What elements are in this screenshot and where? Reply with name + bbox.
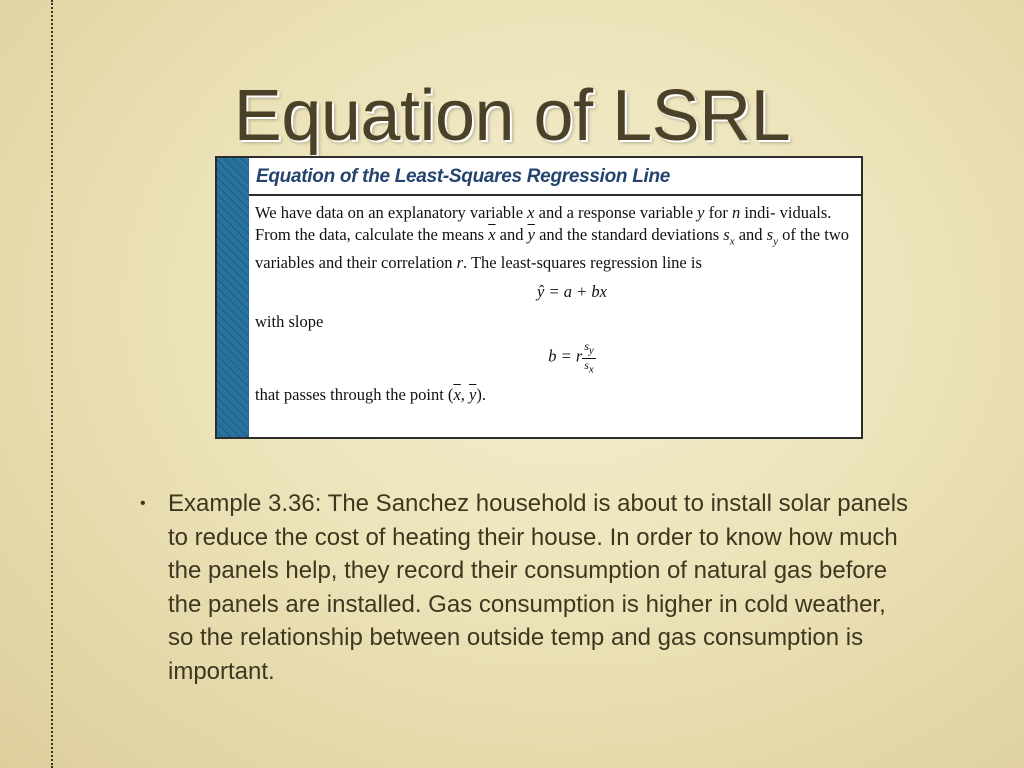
- text-run: and the standard deviations: [539, 225, 720, 244]
- text-run: indi-: [744, 203, 776, 222]
- slide-title: Equation of LSRL: [233, 76, 791, 156]
- text-run: of the two variables and their correlation: [255, 225, 849, 273]
- var-xbar: $\overline{x}$: [453, 385, 461, 405]
- text-run: for: [708, 203, 728, 222]
- var-y: y: [697, 203, 705, 222]
- text-run: ).: [476, 385, 486, 405]
- subscript-y: y: [773, 235, 778, 248]
- slope-equation: [255, 340, 855, 376]
- text-run: that passes through the point (: [255, 385, 454, 405]
- bullet-marker: •: [140, 495, 146, 512]
- var-ybar: $\overline{y}$: [527, 225, 535, 244]
- fraction-denominator: [582, 359, 596, 376]
- text-run: line is: [662, 253, 702, 273]
- text-run: ,: [460, 385, 470, 405]
- text-run: We have data on an explanatory variable: [255, 203, 524, 222]
- subscript-x: x: [729, 235, 735, 248]
- figure-sidebar-stripe: [217, 158, 249, 437]
- text-run: and: [738, 225, 763, 244]
- var-n: n: [731, 203, 741, 222]
- text-run: s: [584, 357, 589, 372]
- bullet-text: Example 3.36: The Sanchez household is about to install solar panels to reduce the cost of heating their house. In order to know how much the panels help, they record their consumption of natural gas before the panels are installed. Gas consumption is higher in cold weather, so the relationship between outside temp and gas consumption is important.: [168, 490, 909, 685]
- text-run: viduals. From the data, calculate the means: [255, 203, 832, 244]
- y-hat: ŷ: [537, 282, 545, 302]
- var-x: x: [527, 203, 535, 222]
- subscript-y: y: [588, 344, 594, 357]
- var-s: s: [723, 225, 730, 244]
- figure-header: Equation of the Least-Squares Regression Line: [249, 158, 861, 196]
- var-s: s: [766, 225, 774, 244]
- text-run: and a response variable: [538, 203, 694, 222]
- text-run: . The least-squares regression: [463, 253, 658, 273]
- slope-fraction: [582, 340, 596, 376]
- var-r: r: [456, 253, 463, 273]
- slope-lhs: b = r: [548, 346, 583, 366]
- figure-paragraph: [255, 202, 855, 274]
- with-slope-text: with slope: [255, 312, 324, 332]
- figure-body: [255, 202, 855, 433]
- passes-through-text: [255, 384, 855, 406]
- equation-rhs: = a + bx: [548, 282, 607, 302]
- text-run: and: [499, 225, 524, 244]
- regression-equation: [255, 281, 855, 303]
- text-run: s: [584, 339, 589, 354]
- fraction-numerator: [582, 340, 596, 358]
- subscript-x: x: [588, 363, 594, 376]
- lsrl-definition-figure: [215, 156, 863, 439]
- var-ybar: $\overline{y}$: [469, 385, 477, 405]
- var-xbar: $\overline{x}$: [488, 225, 496, 244]
